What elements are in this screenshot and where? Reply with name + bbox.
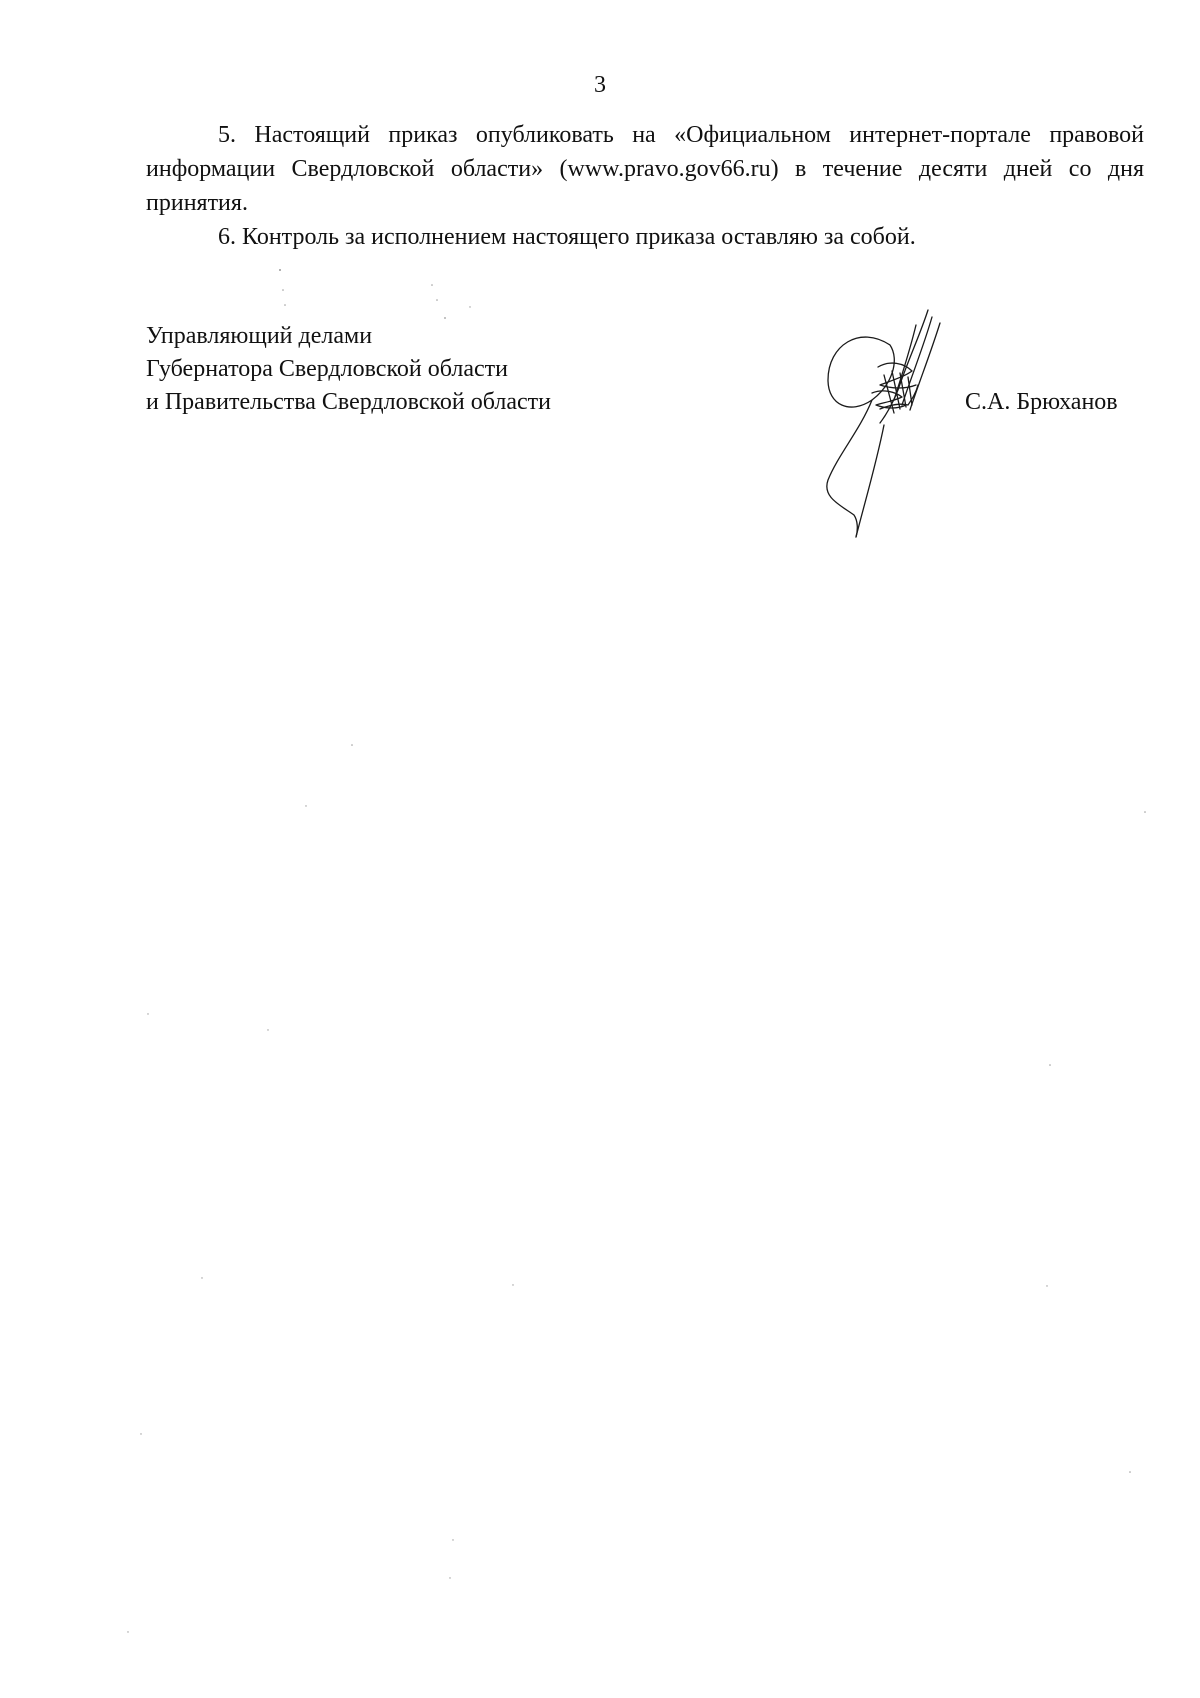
order-body: [146, 118, 1144, 254]
handwritten-signature-icon: [820, 305, 970, 545]
signatory-title-line-3: и Правительства Свердловской области: [146, 389, 551, 415]
paragraph-5: 5. Настоящий приказ опубликовать на «Официальном интернет-портале правовой информации Свердловской области» (www.pravo.gov66.ru) в течение десяти дней со дня принятия.: [146, 122, 1144, 216]
signatory-title: [146, 320, 551, 419]
signatory-title-line-2: Губернатора Свердловской области: [146, 356, 508, 382]
signatory-title-line-1: Управляющий делами: [146, 323, 373, 349]
paragraph-6: 6. Контроль за исполнением настоящего приказа оставляю за собой.: [218, 224, 916, 250]
signer-name: С.А. Брюханов: [965, 389, 1118, 415]
page-number: 3: [594, 72, 606, 98]
